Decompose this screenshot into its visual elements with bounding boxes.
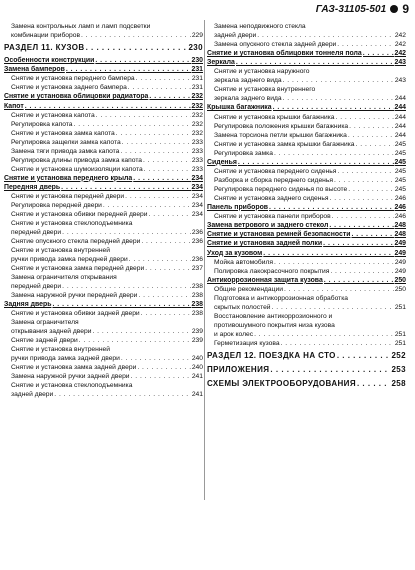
toc-entry-title: Регулировка положения крышки багажника [214,122,349,130]
toc-section [207,58,406,67]
toc-entry-title: Снятие и установка капота [11,111,95,119]
toc-entry [4,336,203,345]
toc-page-number: 236 [191,229,203,237]
toc-entry-title: Снятие и установка внутренней [11,346,110,354]
toc-page-number: 258 [391,379,406,389]
toc-entry-title: Снятие и установка замка крышки багажника [214,140,355,148]
toc-page-number: 234 [191,202,203,210]
toc-entry-title: Регулировка длины привода замка капота [11,156,143,164]
toc-entry-title: Подготовка и антикоррозионная обработка [214,295,349,303]
toc-entry-title: Замена бамперов [4,66,65,74]
toc-entry-title: Снятие и установка крышки багажника [214,113,335,121]
toc-page-number: 242 [394,32,406,39]
toc-entry-title: Снятие и установка облицовки радиатора [4,93,149,101]
toc-page-number: 251 [394,331,406,339]
toc-entry [4,165,203,174]
toc-section [4,183,203,192]
toc-entry [4,381,203,399]
dot-leader [103,201,191,210]
toc-page-number: 231 [191,75,203,83]
toc-page-number: 250 [394,286,406,294]
toc-entry [4,120,203,129]
toc-page-number: 234 [191,174,203,182]
toc-entry-title: Полировка лакокрасочного покрытия [214,267,330,275]
dot-leader [348,131,394,140]
toc-page-number: 230 [188,43,203,52]
toc-page-number: 241 [191,391,203,399]
toc-entry [207,167,406,176]
dot-leader [274,149,394,158]
toc-entry-title: Восстановление антикоррозионного и [214,313,333,321]
toc-page-number: 251 [394,340,406,348]
toc-entry [4,83,203,92]
dot-leader [144,165,191,174]
dot-leader [337,40,394,49]
toc-page-number: 250 [394,276,406,284]
toc-section [207,230,406,239]
toc-entry-title: Снятие и установка панели приборов [214,213,331,221]
toc-section [4,65,203,74]
dot-leader [131,372,191,381]
dot-leader [122,138,191,147]
dot-leader [141,309,191,318]
toc-part-heading [4,42,203,54]
toc-entry [207,258,406,267]
toc-entry [207,113,406,122]
toc-part-heading [207,364,406,376]
toc-entry [207,140,406,149]
toc-section [207,158,406,167]
dot-leader [62,228,191,237]
toc-entry [207,294,406,312]
toc-left-column [4,22,203,399]
toc-entry [207,40,406,49]
dot-leader [356,140,394,149]
toc-entry [207,185,406,194]
toc-page-number: 244 [394,113,406,121]
dot-leader [330,194,394,203]
dot-leader [330,267,393,276]
toc-entry-title: комбинации приборов [11,32,80,39]
dot-leader [274,258,394,267]
dot-leader [337,350,391,362]
toc-entry [4,318,203,336]
toc-entry [4,147,203,156]
dot-leader [121,354,191,363]
dot-leader [349,122,394,131]
toc-page-number: 253 [391,365,406,375]
toc-entry-title: РАЗДЕЛ 11. КУЗОВ [4,43,85,52]
toc-entry [4,156,203,165]
toc-entry [4,372,203,381]
toc-page-number: 236 [191,256,203,264]
toc-page-number: 249 [394,267,406,275]
toc-page-number: 238 [191,283,203,291]
toc-entry-title: задней двери [11,391,54,399]
toc-entry [207,339,406,348]
toc-section [207,221,406,230]
toc-page-number: 244 [394,122,406,130]
toc-entry [207,67,406,85]
toc-entry-title: Регулировка замка [214,149,273,157]
toc-right-column [207,22,406,392]
toc-page-number: 244 [394,104,406,112]
toc-entry-title: Особенности конструкции [4,57,95,64]
dot-leader [128,83,191,92]
dot-leader [136,74,191,83]
dot-leader [273,103,394,112]
dot-leader [334,176,394,185]
toc-entry [207,267,406,276]
toc-page-number: 237 [191,265,203,273]
toc-entry [207,176,406,185]
toc-entry-title: передней двери [11,283,62,291]
toc-entry [207,85,406,103]
dot-leader [133,174,190,183]
toc-entry-title: Замена неподвижного стекла [214,23,306,30]
toc-section [4,102,203,111]
toc-page-number: 239 [191,337,203,345]
toc-page-number: 246 [394,203,406,211]
toc-page-number: 245 [394,140,406,148]
toc-section [4,174,203,183]
toc-entry-title: открывания задней двери [11,328,92,336]
toc-page-number: 239 [191,328,203,336]
toc-entry-title: Снятие и установка передней двери [11,193,125,201]
dot-leader [351,230,393,239]
toc-entry-title: скрытых полостей [214,304,271,312]
toc-entry [4,74,203,83]
toc-entry-title: Замена ограничителя открывания [11,274,117,282]
toc-page-number: 249 [394,258,406,266]
dot-leader [145,264,191,273]
toc-entry [4,22,203,40]
toc-entry-title: Замена опускного стекла задней двери [214,41,337,48]
dot-leader [257,31,394,40]
toc-entry-title: Регулировка капота [11,120,73,128]
toc-entry [4,111,203,120]
dot-leader [269,203,393,212]
dot-leader [61,183,190,192]
dot-leader [284,285,394,294]
toc-section [4,92,203,101]
toc-entry [4,237,203,246]
toc-page-number: 240 [191,364,203,372]
toc-page-number: 234 [191,211,203,219]
toc-page-number: 234 [191,184,203,192]
page-number: 9 [402,2,409,16]
toc-page-number: 249 [394,249,406,257]
dot-leader [74,120,191,129]
toc-entry-title: Снятие и установка стеклоподъемника [11,382,133,390]
dot-leader [324,276,394,285]
toc-part-heading [207,378,406,390]
toc-section [207,239,406,248]
toc-entry-title: Мойка автомобиля [214,258,273,266]
toc-entry-title: Снятие и установка внутреннего [214,86,316,94]
toc-page-number: 244 [394,95,406,103]
toc-entry [4,309,203,318]
toc-page-number: 233 [191,138,203,146]
dot-leader [336,113,394,122]
toc-entry-title: Регулировка передней двери [11,202,102,210]
toc-section [207,276,406,285]
toc-entry [207,212,406,221]
dot-leader [96,111,191,120]
dot-leader [270,364,390,376]
dot-leader [254,330,394,339]
toc-entry [4,363,203,372]
toc-entry-title: Замена ветрового и заднего стекол [207,222,329,230]
toc-entry-title: Замена тяги привода замка капота [11,147,120,155]
toc-entry-title: Снятие и установка замка капота [11,129,115,137]
toc-entry-title: ручки привода замка передней двери [11,256,128,264]
dot-leader [62,282,191,291]
dot-leader [52,300,190,309]
toc-entry [4,201,203,210]
toc-entry-title: Крышка багажника [207,104,272,112]
toc-entry-title: Снятие и установка переднего крыла [4,174,133,182]
dot-leader [329,221,393,230]
toc-entry [4,192,203,201]
dot-leader [149,92,190,101]
toc-entry [207,22,406,40]
toc-entry-title: Антикоррозионная защита кузова [207,276,323,284]
toc-page-number: 232 [191,93,203,101]
toc-section [207,249,406,258]
toc-page-number: 230 [191,57,203,64]
toc-entry-title: Снятие задней двери [11,337,78,345]
toc-entry-title: Замена торсиона петли крышки багажника [214,131,347,139]
toc-entry-title: Снятие и установка шумоизоляции капота [11,165,143,173]
toc-entry-title: Снятие и установка стеклоподъемника [11,220,133,228]
toc-page-number: 246 [394,213,406,221]
toc-page-number: 231 [191,84,203,92]
toc-page-number: 232 [191,120,203,128]
dot-leader [25,102,191,111]
dot-leader [66,65,191,74]
model-title: ГАЗ-31105-501 [315,3,387,15]
toc-part-heading [207,350,406,362]
toc-section [4,300,203,309]
toc-entry-title: Снятие и установка внутренней [11,247,110,255]
toc-entry-title: Снятие и установка облицовки тоннеля пола [207,50,362,57]
toc-page-number: 243 [394,59,406,67]
dot-leader [86,42,188,54]
toc-entry-title: Замена наружной ручки передней двери [11,292,138,300]
toc-entry [4,345,203,363]
toc-page-number: 245 [394,158,406,166]
dot-leader [283,76,394,85]
toc-entry [207,194,406,203]
toc-page-number: 233 [191,165,203,173]
toc-entry-title: Регулировка переднего сиденья по высоте [214,185,348,193]
dot-leader [363,49,394,58]
toc-page-number: 248 [394,222,406,230]
dot-leader [125,192,191,201]
toc-entry-title: Задняя дверь [4,301,52,309]
toc-entry [4,210,203,219]
toc-entry-title: Снятие и установка замка задней двери [11,364,137,372]
toc-page-number: 232 [191,129,203,137]
toc-entry-title: Снятие и установка заднего бампера [11,84,127,92]
toc-page-number: 236 [191,238,203,246]
dot-leader [54,390,191,399]
toc-entry-title: Снятие и установка замка передней двери [11,265,145,273]
toc-entry-title: Снятие и установка задней полки [207,240,323,248]
toc-entry [207,285,406,294]
toc-page-number: 245 [394,149,406,157]
toc-entry-title: ПРИЛОЖЕНИЯ [207,365,270,375]
toc-page-number: 249 [394,240,406,248]
toc-entry-title: Снятие и установка заднего сиденья [214,194,329,202]
toc-page-number: 241 [191,373,203,381]
toc-entry [4,273,203,291]
dot-leader [323,239,393,248]
toc-entry-title: Снятие и установка наружного [214,68,310,76]
toc-page-number: 231 [191,66,203,74]
dot-leader [81,31,191,40]
toc-entry [4,129,203,138]
toc-section [4,56,203,65]
toc-page-number: 233 [191,156,203,164]
toc-entry [4,291,203,300]
dot-leader [141,237,191,246]
toc-entry-title: Замена контрольных ламп и ламп подсветки [11,23,151,30]
toc-entry [207,131,406,140]
dot-leader [138,291,190,300]
toc-entry-title: Передняя дверь [4,184,61,192]
dot-leader [348,185,394,194]
toc-page-number: 238 [191,301,203,309]
toc-entry-title: Разборка и сборка переднего сиденья [214,176,333,184]
toc-entry-title: ручки привода замка задней двери [11,355,120,363]
toc-entry [4,246,203,264]
toc-entry-title: зеркала заднего вида [214,95,282,103]
toc-page-number: 233 [191,147,203,155]
toc-page-number: 232 [191,111,203,119]
toc-page-number: 248 [394,231,406,239]
dot-leader [281,339,394,348]
toc-entry-title: Снятие опускного стекла передней двери [11,238,141,246]
toc-entry-title: СХЕМЫ ЭЛЕКТРООБОРУДОВАНИЯ [207,379,356,389]
toc-page-number: 240 [191,355,203,363]
toc-entry-title: задней двери [214,32,257,39]
toc-page-number: 234 [191,193,203,201]
dot-leader [272,303,394,312]
toc-page-number: 245 [394,185,406,193]
dot-leader [236,58,394,67]
toc-page-number: 238 [191,310,203,318]
toc-page-number: 229 [191,32,203,39]
toc-page-number: 242 [394,50,406,57]
dot-leader [263,249,393,258]
toc-entry-title: Снятие и установка ремней безопасности [207,231,351,239]
dot-leader [95,56,190,65]
toc-entry [4,219,203,237]
toc-entry-title: Панель приборов [207,203,269,211]
toc-entry-title: передней двери [11,229,62,237]
toc-page-number: 245 [394,176,406,184]
toc-entry-title: противошумного покрытия низа кузова [214,322,335,330]
toc-page-number: 244 [394,131,406,139]
toc-page-number: 242 [394,41,406,48]
toc-entry-title: Регулировка защелки замка капота [11,138,121,146]
toc-page-number: 251 [394,304,406,312]
dot-leader [238,158,394,167]
toc-entry-title: Снятие и установка переднего сиденья [214,167,337,175]
toc-entry-title: Общие рекомендации [214,286,283,294]
toc-entry-title: Замена наружной ручки задней двери [11,373,130,381]
toc-page-number: 238 [191,292,203,300]
toc-entry-title: зеркала заднего вида [214,77,282,85]
toc-entry-title: Сиденья [207,158,237,166]
toc-page-number: 252 [391,351,406,361]
toc-entry [4,138,203,147]
dot-leader [137,363,190,372]
dot-leader [332,212,394,221]
toc-entry-title: Снятие и установка переднего бампера [11,75,135,83]
toc-entry-title: Зеркала [207,59,235,67]
toc-entry [207,149,406,158]
toc-entry-title: Уход за кузовом [207,249,263,257]
toc-entry [4,264,203,273]
toc-entry [207,312,406,339]
dot-leader [357,378,390,390]
toc-entry-title: Капот [4,102,24,110]
toc-page-number: 245 [394,167,406,175]
dot-leader [116,129,191,138]
page-header [0,2,409,16]
toc-entry-title: Снятие и установка обивки передней двери [11,211,148,219]
toc-section [207,103,406,112]
dot-leader [129,255,191,264]
dot-leader [120,147,190,156]
toc-page-number: 243 [394,77,406,85]
dot-leader [79,336,191,345]
toc-entry-title: Герметизация кузова [214,340,280,348]
dot-leader [283,94,394,103]
toc-entry-title: Снятие и установка обивки задней двери [11,310,140,318]
toc-section [207,49,406,58]
toc-page-number: 232 [191,102,203,110]
dot-leader [337,167,393,176]
toc-entry-title: Замена ограничителя [11,319,79,327]
toc-entry-title: и арок колес [214,331,254,339]
toc-section [207,203,406,212]
toc-entry [207,122,406,131]
toc-page-number: 246 [394,194,406,202]
dot-leader [149,210,191,219]
toc-entry-title: РАЗДЕЛ 12. ПОЕЗДКА НА СТО [207,351,336,361]
dot-leader [92,327,190,336]
bullet-dot-icon [390,5,398,13]
dot-leader [143,156,191,165]
